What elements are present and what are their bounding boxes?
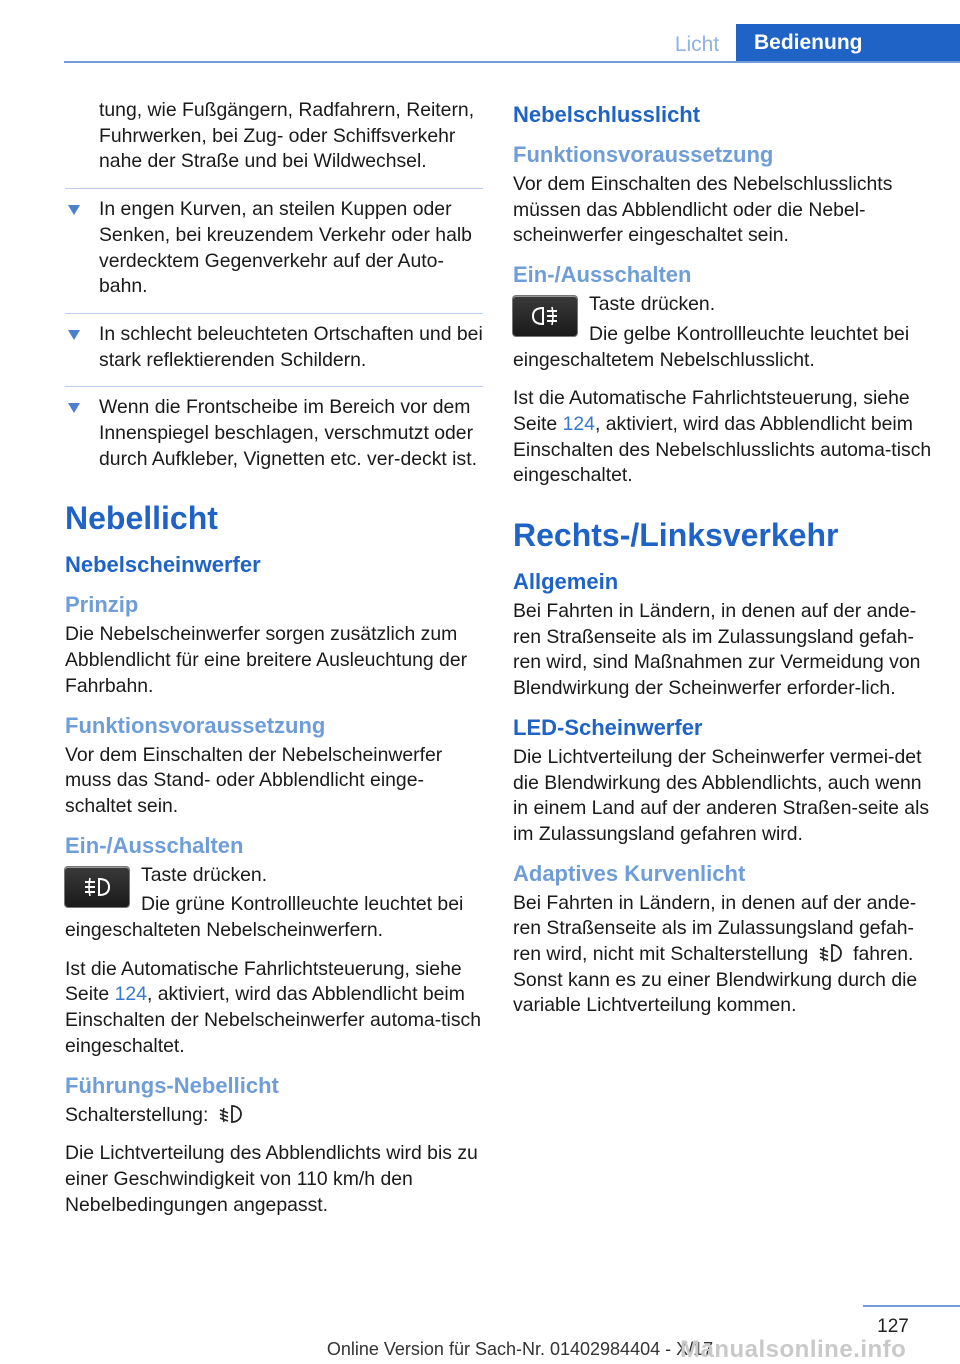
paragraph-adaptives-kurvenlicht	[513, 891, 933, 1020]
heading-rechts-linksverkehr: Rechts-/Linksverkehr	[513, 517, 839, 554]
heading-prinzip: Prinzip	[65, 592, 139, 618]
taste-druecken-text: Taste drücken.	[141, 863, 268, 886]
paragraph-led: Die Lichtverteilung der Scheinwerfer vermei-det die Blendwirkung des Abblendlichts, auch wenn in einem Land auf der anderen Straßen-seite als im Zulassungsland gefahren wird.	[513, 745, 930, 845]
adaptiv-text: Bei Fahrten in Ländern, in denen auf der ande-ren Straßenseite als im Zulassungsland gefah-ren wird, nicht mit Schalterstellung	[513, 891, 917, 966]
paragraph-lichtverteilung: Die Lichtverteilung des Abblendlichts wird bis zu einer Geschwindigkeit von 110 km/h den Nebelbedingungen angepasst.	[65, 1142, 478, 1216]
divider	[65, 386, 483, 387]
bullet-item: Wenn die Frontscheibe im Bereich vor dem Innenspiegel beschlagen, verschmutzt oder durch Aufkleber, Vignetten etc. ver-deckt ist.	[65, 395, 483, 472]
kontrollleuchte-text: Die grüne Kontrollleuchte leuchtet bei eingeschalteten Nebelscheinwerfern.	[65, 893, 464, 942]
divider	[65, 313, 483, 314]
bullet-item: In schlecht beleuchteten Ortschaften und bei stark reflektierenden Schildern.	[65, 322, 483, 373]
adaptiv-text-2: fahren. Sonst kann es zu einer Blendwirkung durch die variable Lichtverteilung kommen.	[513, 943, 918, 1017]
fog-headlight-switch-icon	[818, 942, 844, 964]
heading-ein-ausschalten: Ein-/Ausschalten	[65, 832, 244, 858]
paragraph-auto-light	[65, 957, 483, 1060]
continuation-text: tung, wie Fußgängern, Radfahrern, Reitern, Fuhrwerken, bei Zug- oder Schiffsverkehr nahe der Straße und bei Wildwechsel.	[99, 99, 475, 173]
left-column	[65, 98, 483, 1231]
taste-druecken-text-rear: Taste drücken.	[589, 293, 716, 316]
watermark: Manualsonline.info	[680, 1336, 907, 1363]
page-number: 127	[877, 1316, 909, 1337]
divider	[65, 188, 483, 189]
fog-light-instruction	[65, 863, 483, 944]
auto-light-text-rear: Ist die Automatische Fahrlichtsteuerung, siehe Seite	[513, 387, 910, 435]
heading-funktionsvoraussetzung: Funktionsvoraussetzung	[65, 712, 326, 738]
rear-fog-light-button-icon	[513, 296, 577, 336]
header-tab-licht: Licht	[674, 33, 720, 56]
header-rule	[64, 61, 960, 63]
kontrollleuchte-text-rear: Die gelbe Kontrollleuchte leuchtet bei eingeschaltetem Nebelschlusslicht.	[513, 322, 910, 371]
heading-nebelschlusslicht: Nebelschlusslicht	[513, 102, 701, 127]
paragraph-allgemein: Bei Fahrten in Ländern, in denen auf der ande-ren Straßenseite als im Zulassungsland gefah-ren wird, sind Maßnahmen zur Vermeidung von Blendwirkung der Scheinwerfer erforder-lich.	[513, 600, 921, 700]
page-link-124-rear[interactable]: 124	[562, 412, 595, 435]
front-fog-light-button-icon	[65, 867, 129, 907]
rear-fog-light-instruction	[513, 292, 933, 373]
auto-light-text: Ist die Automatische Fahrlichtsteuerung, siehe Seite	[65, 957, 462, 1006]
heading-nebelscheinwerfer: Nebelscheinwerfer	[65, 552, 261, 578]
header-tab-bedienung: Bedienung	[736, 24, 960, 61]
online-version-text: Online Version für Sach-Nr. 01402984404 - X/17	[326, 1339, 714, 1359]
right-column	[513, 98, 933, 1032]
heading-nebellicht: Nebellicht	[65, 500, 218, 537]
footer-rule	[863, 1305, 960, 1307]
paragraph-auto-light-rear	[513, 386, 933, 489]
auto-light-text-2: , aktiviert, wird das Abblendlicht beim Einschalten der Nebelscheinwerfer automa-tisch eingeschaltet.	[65, 983, 482, 1057]
page-link-124[interactable]: 124	[114, 983, 147, 1006]
heading-led-scheinwerfer: LED-Scheinwerfer	[513, 714, 703, 740]
paragraph-funktionsvoraussetzung: Vor dem Einschalten der Nebelscheinwerfer muss das Stand- oder Abblendlicht einge-schaltet sein.	[65, 743, 443, 817]
paragraph-funktionsvoraussetzung-rear: Vor dem Einschalten des Nebelschlusslichts müssen das Abblendlicht oder die Nebel-scheinwerfer eingeschaltet sein.	[513, 173, 893, 247]
auto-light-text-rear-2: , aktiviert, wird das Abblendlicht beim Einschalten des Nebelschlusslichts automa-tisch eingeschaltet.	[513, 412, 932, 487]
heading-adaptives-kurvenlicht: Adaptives Kurvenlicht	[513, 860, 746, 886]
heading-funktionsvoraussetzung-rear: Funktionsvoraussetzung	[513, 142, 774, 167]
heading-allgemein: Allgemein	[513, 569, 619, 595]
paragraph-schalterstellung	[65, 1103, 483, 1129]
heading-ein-ausschalten-rear: Ein-/Ausschalten	[513, 262, 692, 288]
schalterstellung-text: Schalterstellung:	[65, 1103, 214, 1126]
paragraph-prinzip: Die Nebelscheinwerfer sorgen zusätzlich zum Abblendlicht für eine breitere Ausleuchtung der Fahrbahn.	[65, 623, 468, 697]
bullet-item: In engen Kurven, an steilen Kuppen oder Senken, bei kreuzendem Verkehr oder halb verdecktem Gegenverkehr auf der Auto-bahn.	[65, 197, 483, 300]
heading-fuehrungs-nebellicht: Führungs-Nebellicht	[65, 1072, 279, 1098]
fog-headlight-switch-icon	[218, 1103, 244, 1125]
